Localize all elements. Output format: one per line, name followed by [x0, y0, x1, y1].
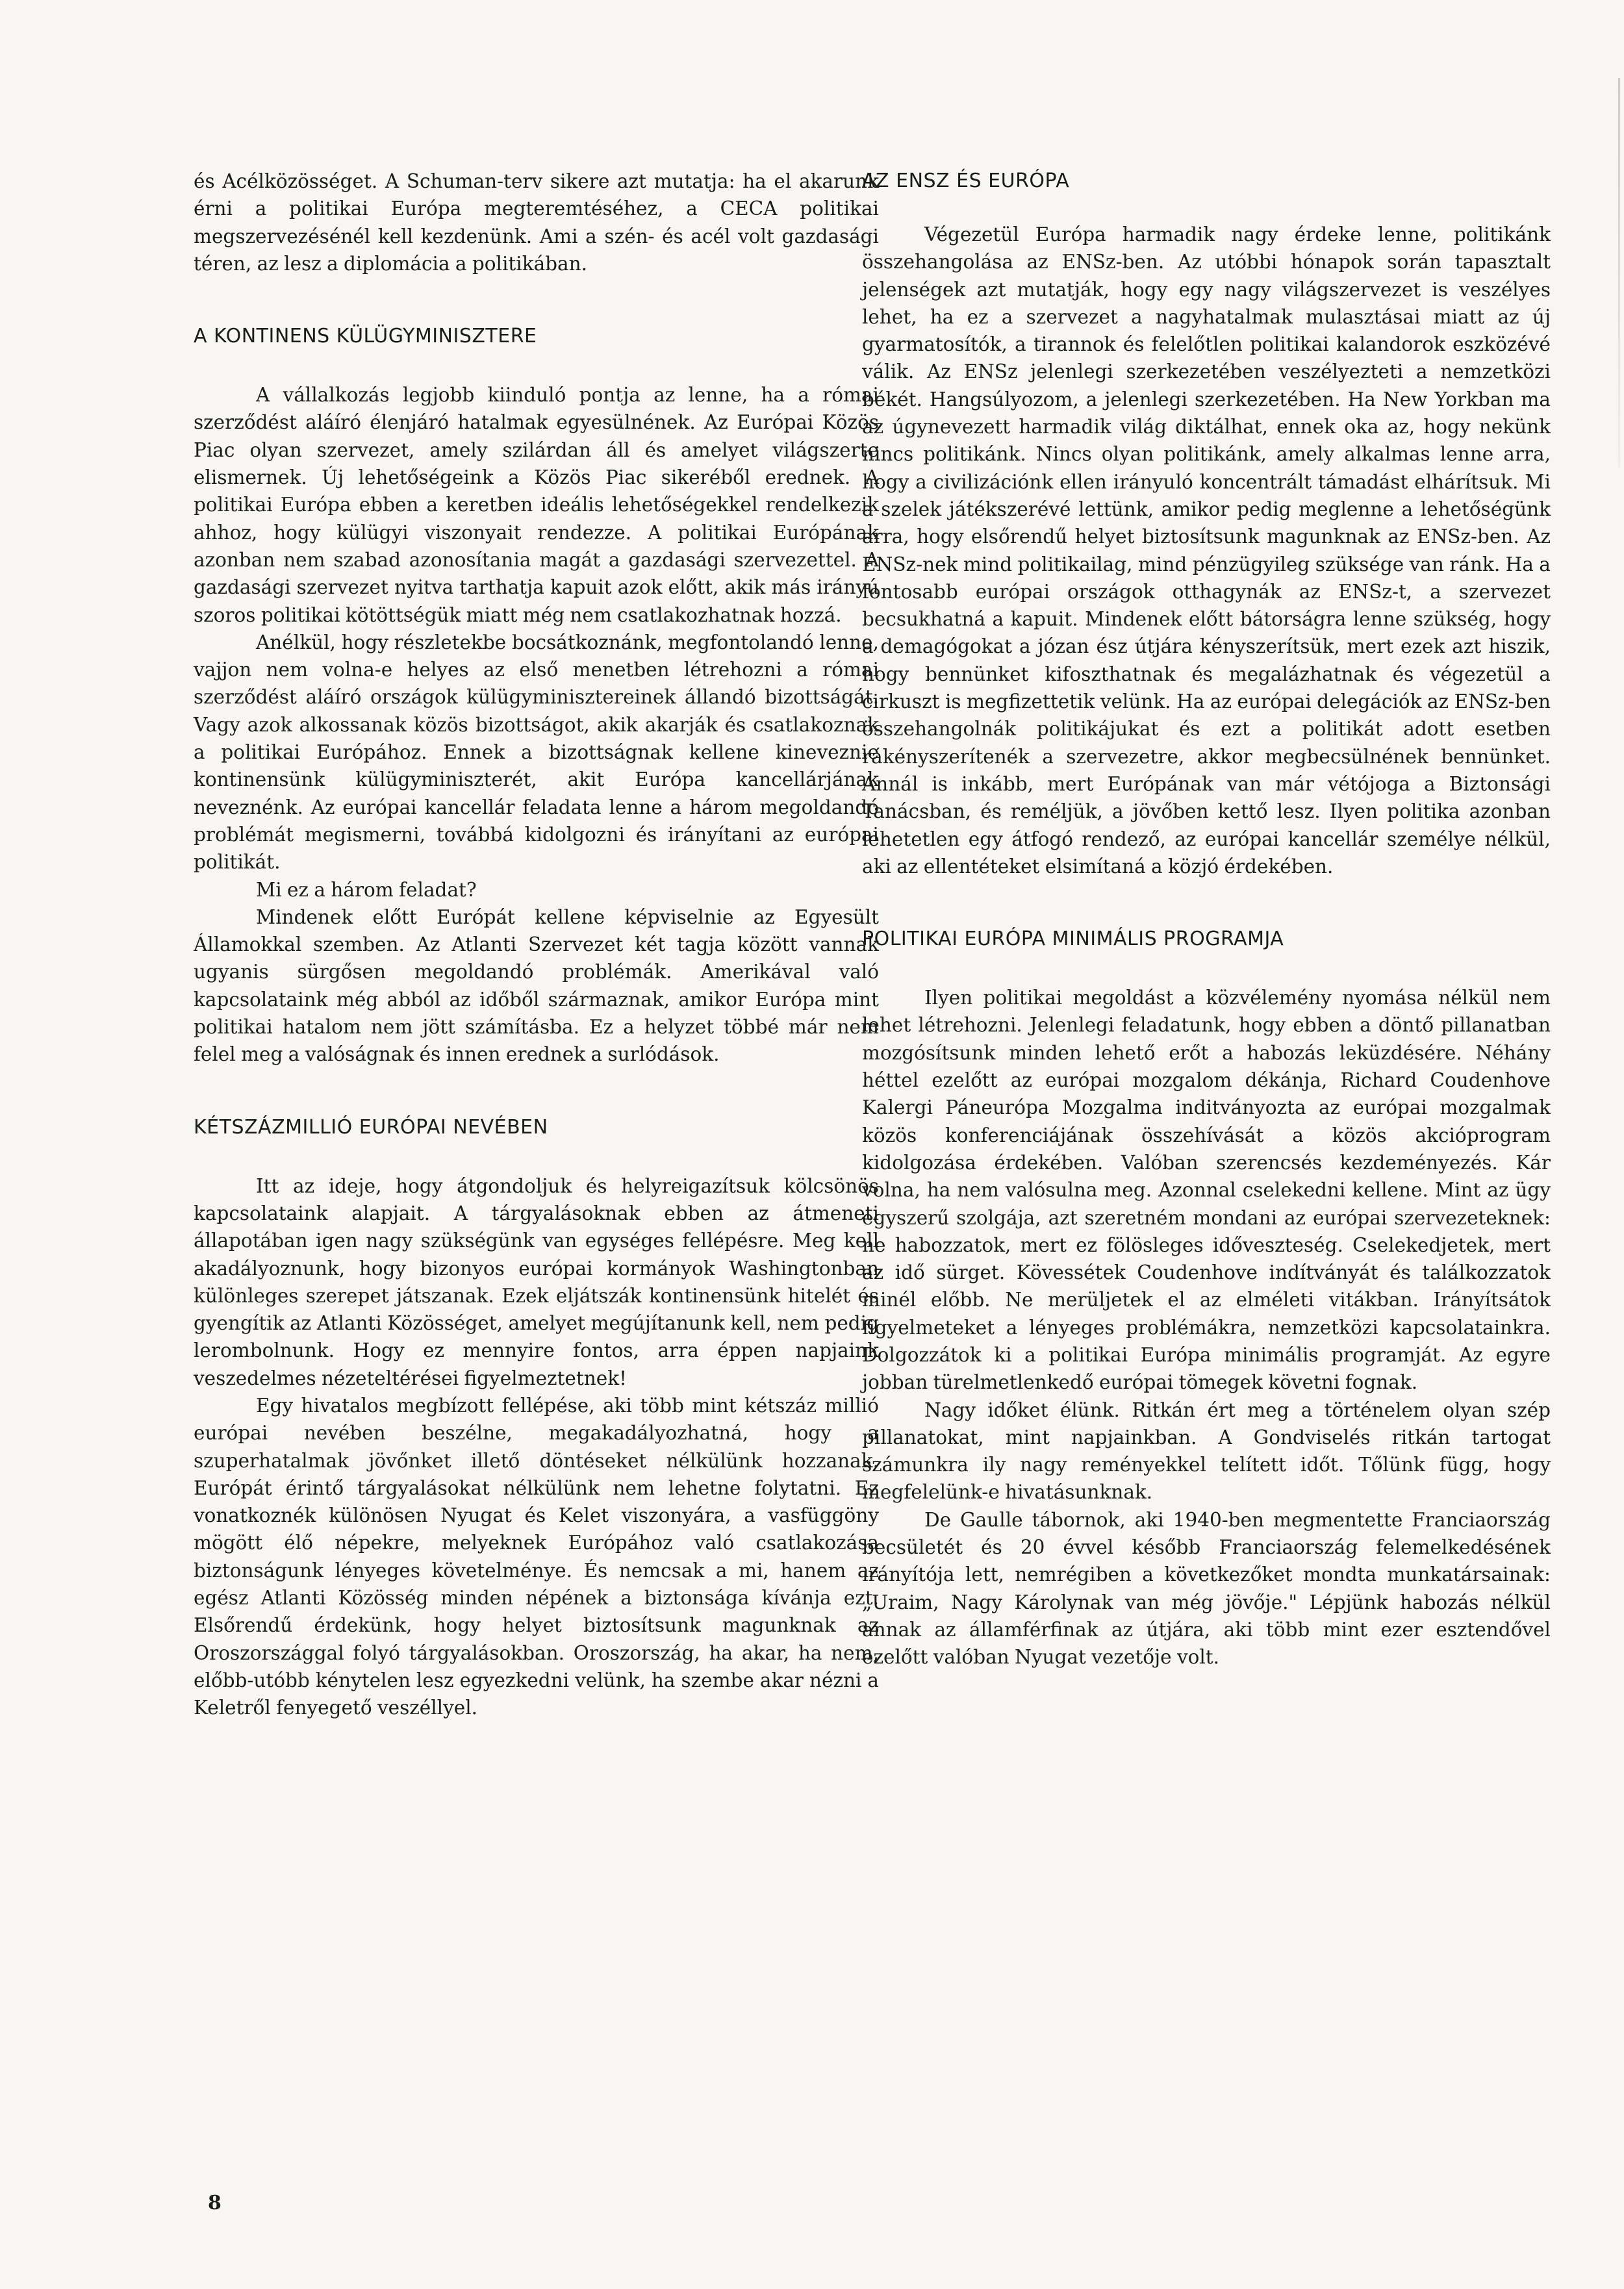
scan-edge-mark — [1618, 78, 1620, 468]
right-column — [862, 168, 1551, 1671]
heading-ensz-es-europa: AZ ENSZ ÉS EURÓPA — [862, 170, 1070, 192]
right-paragraph-4: De Gaulle tábornok, aki 1940-ben megmentette Franciaország becsületét és 20 évvel később Franciaország felemelkedésének irányítója lett, nemrégiben a következőket mondta munkatársainak: „Uraim, Nagy Károlynak van még jövője." Lépjünk habozás nélkül annak az államférfinak az útjára, aki több mint ezer esztendővel ezelőtt valóban Nyugat vezetője volt. — [862, 1508, 1551, 1669]
left-column — [194, 168, 879, 1722]
heading-minimalis-program: POLITIKAI EURÓPA MINIMÁLIS PROGRAMJA — [862, 928, 1284, 951]
left-paragraph-4: Mi ez a három feladat? — [256, 878, 477, 901]
heading-kontinens-kulugyminisztere: A KONTINENS KÜLÜGYMINISZTERE — [194, 325, 537, 348]
heading-ketszazmillio-europai: KÉTSZÁZMILLIÓ EURÓPAI NEVÉBEN — [194, 1115, 548, 1139]
right-paragraph-1: Végezetül Európa harmadik nagy érdeke lenne, politikánk összehangolása az ENSz-ben. Az utóbbi hónapok során tapasztalt jelenségek azt mutatják, hogy egy nagy világszervezet is veszélyes lehet, ha ez a szervezet a nagyhatalmak mulasztásai miatt az új gyarmatosítók, a tirannok és felelőtlen politikai kalandorok eszközévé válik. Az ENSz jelenlegi szerkezetében veszélyezteti a nemzetközi békét. Hangsúlyozom, a jelenlegi szerkezetében. Ha New Yorkban ma az úgynevezett harmadik világ diktálhat, ennek oka az, hogy nekünk nincs politikánk. Nincs olyan politikánk, amely alkalmas lenne arra, hogy a civilizációnk ellen irányuló koncentrált támadást elhárítsuk. Mi a szelek játékszerévé lettünk, amikor pedig meglenne a lehetőségünk arra, hogy elsőrendű helyet biztosítsunk magunknak az ENSz-ben. Az ENSz-nek mind politikailag, mind pénzügyileg szüksége van ránk. Ha a fontosabb európai országok otthagynák az ENSz-t, a szervezet becsukhatná a kapuit. Mindenek előtt bátorságra lenne szükség, hogy a demagógokat a józan ész útjára kényszerítsük, mert ezek azt hiszik, hogy bennünket kifoszthatnak és megalázhatnak és végezetül a cirkuszt is megfizettetik velünk. Ha az európai delegációk az ENSz-ben összehangolnák politikájukat és ezt a politikát adott esetben rákényszerítenék a szervezetre, akkor megbecsülnének bennünket. Annál is inkább, mert Európának van már vétójoga a Biztonsági Tanácsban, és reméljük, a jövőben kettő lesz. Ilyen politika azonban lehetetlen egy átfogó rendező, az európai kancellár személye nélkül, aki az ellentéteket elsimítaná a közjó érdekében. — [862, 223, 1551, 878]
left-paragraph-5: Mindenek előtt Európát kellene képviselnie az Egyesült Államokkal szemben. Az Atlanti Szervezet két tagja között vannak ugyanis sürgősen megoldandó problémák. Amerikával való kapcsolataink még abból az időből származnak, amikor Európa mint politikai hatalom nem jött számításba. Ez a helyzet többé már nem felel meg a valóságnak és innen erednek a surlódások. — [194, 905, 879, 1066]
page-number: 8 — [208, 2192, 222, 2214]
left-paragraph-3: Anélkül, hogy részletekbe bocsátkoznánk, megfontolandó lenne, vajjon nem volna-e helyes az első menetben létrehozni a római szerződést aláíró országok külügyminisztereinek állandó bizottságát. Vagy azok alkossanak közös bizottságot, akik akarják és csatlakoznak a politikai Európához. Ennek a bizottságnak kellene kineveznie kontinensünk külügyminiszterét, akit Európa kancellárjának neveznénk. Az európai kancellár feladata lenne a három megoldandó problémát megismerni, továbbá kidolgozni és irányítani az európai politikát. — [194, 631, 879, 874]
left-paragraph-7: Egy hivatalos megbízott fellépése, aki több mint kétszáz millió európai nevében beszélne, megakadályozhatná, hogy a szuperhatalmak jövőnket illető döntéseket nélkülünk hozzanak. Európát érintő tárgyalásokat nélkülünk nem lehetne folytatni. Ez vonatkoznék különösen Nyugat és Kelet viszonyára, a vasfüggöny mögött élő népekre, melyeknek Európához való csatlakozása biztonságunk lényeges követelménye. És nemcsak a mi, hanem az egész Atlanti Közösség minden népének a biztonsága kívánja ezt. Elsőrendű érdekünk, hogy helyet biztosítsunk magunknak az Oroszországgal folyó tárgyalásokban. Oroszország, ha akar, ha nem, előbb-utóbb kénytelen lesz egyezkedni velünk, ha szembe akar nézni a Keletről fenyegető veszéllyel. — [194, 1394, 879, 1719]
left-paragraph-1: és Acélközösséget. A Schuman-terv sikere azt mutatja: ha el akarunk érni a politikai Európa megteremtéséhez, a CECA politikai megszervezésénél kell kezdenünk. Ami a szén- és acél volt gazdasági téren, az lesz a diplomácia a politikában. — [194, 170, 879, 275]
left-paragraph-6: Itt az ideje, hogy átgondoljuk és helyreigazítsuk kölcsönös kapcsolataink alapjait. A tárgyalásoknak ebben az átmeneti állapotában igen nagy szükségünk van egységes fellépésre. Meg kell akadályoznunk, hogy bizonyos európai kormányok Washingtonban különleges szerepet játszanak. Ezek eljátszák kontinensünk hitelét és gyengítik az Atlanti Közösséget, amelyet megújítanunk kell, nem pedig lerombolnunk. Hogy ez mennyire fontos, arra éppen napjaink veszedelmes nézeteltérései figyelmeztetnek! — [194, 1174, 879, 1389]
right-paragraph-3: Nagy időket élünk. Ritkán ért meg a történelem olyan szép pillanatokat, mint napjainkban. A Gondviselés ritkán tartogat számunkra ily nagy reményekkel telített időt. Tőlünk függ, hogy megfelelünk-e hivatásunknak. — [862, 1398, 1551, 1504]
right-paragraph-2: Ilyen politikai megoldást a közvélemény nyomása nélkül nem lehet létrehozni. Jelenlegi feladatunk, hogy ebben a döntő pillanatban mozgósítsunk minden lehető erőt a habozás leküzdésére. Néhány héttel ezelőtt az európai mozgalom dékánja, Richard Coudenhove Kalergi Páneurópa Mozgalma inditványozta az európai mozgalmak közös konferenciájának összehívását a közös akcióprogram kidolgozása érdekében. Valóban szerencsés kezdeményezés. Kár volna, ha nem valósulna meg. Azonnal cselekedni kellene. Mint az ügy egyszerű szolgája, azt szeretném mondani az európai szervezeteknek: ne habozzatok, mert ez fölösleges időveszteség. Cselekedjetek, mert az idő sürget. Kövessétek Coudenhove indítványát és találkozzatok minél előbb. Ne merüljetek el az elméleti vitákban. Irányítsátok figyelmeteket a lényeges problémákra, nemzetközi kapcsolatainkra. Dolgozzátok ki a politikai Európa minimális programját. Az egyre jobban türelmetlenkedő európai tömegek követni fognak. — [862, 987, 1551, 1394]
left-paragraph-2: A vállalkozás legjobb kiinduló pontja az lenne, ha a római szerződést aláíró élenjáró hatalmak egyesülnének. Az Európai Közös Piac olyan szervezet, amely szilárdan áll és amelyet világszerte elismernek. Új lehetőségeink a Közös Piac sikeréből erednek. A politikai Európa ebben a keretben ideális lehetőségekkel rendelkezik ahhoz, hogy külügyi viszonyait rendezze. A politikai Európának azonban nem szabad azonosítania magát a gazdasági szervezettel. A gazdasági szervezet nyitva tarthatja kapuit azok előtt, akik más irányú szoros politikai kötöttségük miatt még nem csatlakozhatnak hozzá. — [194, 384, 879, 626]
